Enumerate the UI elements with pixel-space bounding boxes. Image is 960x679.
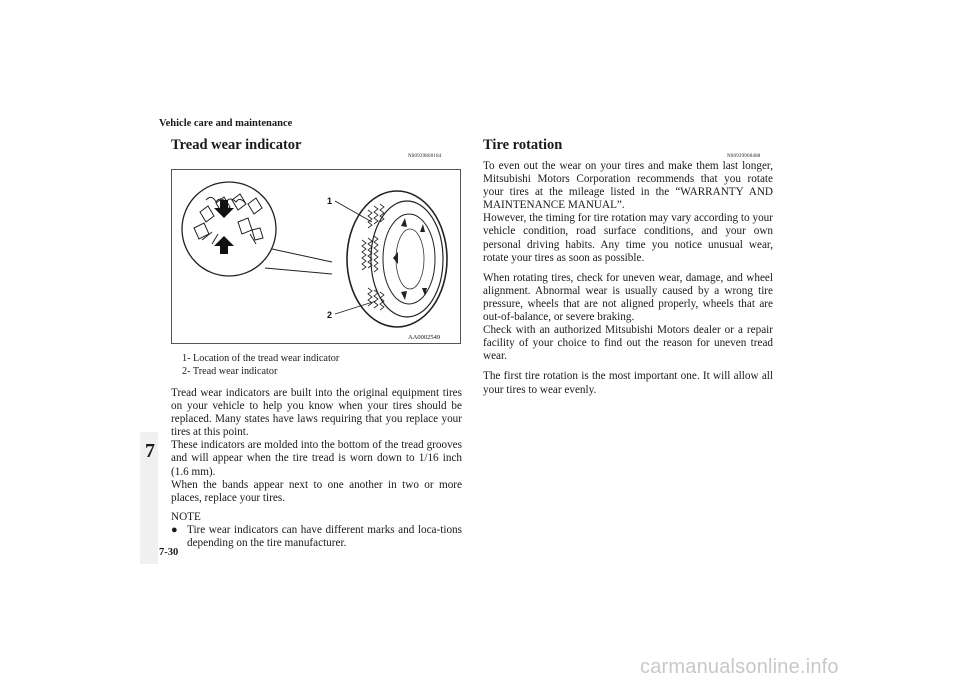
watermark: carmanualsonline.info: [640, 656, 839, 678]
paragraph: When rotating tires, check for uneven wear, damage, and wheel alignment. Abnormal wear is usually caused by a wrong tire pressure, wheels that are not aligned properly, wheels that are out-of-balance, or severe braking.: [483, 271, 773, 324]
tread-wear-heading: Tread wear indicator: [171, 137, 302, 153]
tire-rotation-body: [483, 160, 773, 397]
bullet-icon: ●: [171, 523, 178, 536]
tire-rotation-heading: Tire rotation: [483, 137, 563, 153]
tire-illustration: [172, 170, 460, 343]
tread-wear-code: N00939800184: [408, 154, 442, 159]
callout-2: 2: [327, 310, 333, 320]
paragraph: However, the timing for tire rotation may vary according to your vehicle condition, road surface conditions, and your own personal driving habits. Any time you notice unusual wear, rotate your tires as soon as possible.: [483, 212, 773, 264]
note-label: NOTE: [171, 510, 201, 523]
tire-rotation-code: N00939900488: [727, 154, 761, 159]
tire-figure: [171, 169, 461, 344]
legend-item: 2- Tread wear indicator: [182, 366, 278, 377]
page-number: 7-30: [159, 547, 179, 558]
chapter-number: 7: [145, 440, 155, 462]
paragraph: Check with an authorized Mitsubishi Motors dealer or a repair facility of your choice to find out the reason for uneven tread wear.: [483, 324, 773, 363]
paragraph: To even out the wear on your tires and make them last longer, Mitsubishi Motors Corporation recommends that you rotate your tires at the mileage listed in the “WARRANTY AND MAINTENANCE MANUAL”.: [483, 160, 773, 212]
section-header: Vehicle care and maintenance: [159, 118, 293, 129]
paragraph: These indicators are molded into the bottom of the tread grooves and will appear when the tire tread is worn down to 1/16 inch (1.6 mm).: [171, 439, 462, 478]
figure-code: AA0002549: [408, 334, 441, 341]
paragraph: When the bands appear next to one another in two or more places, replace your tires.: [171, 478, 462, 504]
tread-wear-body: [171, 387, 462, 550]
callout-1: 1: [327, 196, 333, 206]
paragraph: The first tire rotation is the most important one. It will allow all your tires to wear evenly.: [483, 370, 773, 396]
note-text: Tire wear indicators can have different marks and loca-tions depending on the tire manufacturer.: [187, 523, 462, 550]
figure-legend: [182, 352, 462, 378]
note-item: [171, 524, 462, 550]
legend-item: 1- Location of the tread wear indicator: [182, 353, 340, 364]
paragraph: Tread wear indicators are built into the original equipment tires on your vehicle to help you know when your tires should be replaced. Many states have laws requiring that you replace your tires at this point.: [171, 387, 462, 439]
